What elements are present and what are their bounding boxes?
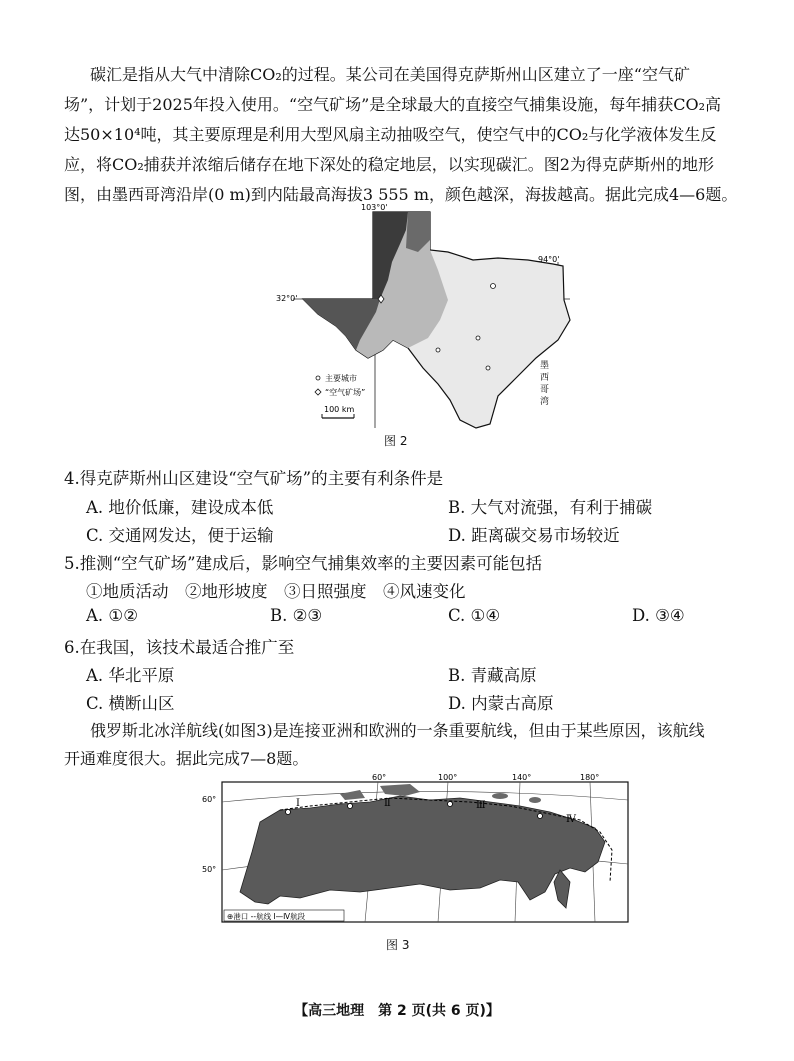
- fig3-lon-140: 140°: [512, 773, 532, 782]
- q6-option-c[interactable]: C. 横断山区: [86, 694, 175, 713]
- intro1-line4: 应，将CO₂捕获并浓缩后储存在地下深处的稳定地层，以实现碳汇。图2为得克萨斯州的地形: [64, 155, 714, 174]
- fig2-legend-city: 主要城市: [325, 374, 357, 383]
- figure-3-russia-route-map: [200, 772, 636, 932]
- q5-items: ①地质活动 ②地形坡度 ③日照强度 ④风速变化: [86, 582, 466, 601]
- fig2-legend-mine: “空气矿场”: [325, 388, 366, 397]
- q5-option-d[interactable]: D. ③④: [632, 606, 685, 625]
- intro2-line2: 开通难度很大。据此完成7—8题。: [64, 749, 309, 768]
- intro1-line5: 图，由墨西哥湾沿岸(0 m)到内陆最高海拔3 555 m，颜色越深，海拔越高。据此完成4—6题。: [64, 185, 738, 204]
- intro2-line1: 俄罗斯北冰洋航线(如图3)是连接亚洲和欧洲的一条重要航线，但由于某些原因，该航线: [90, 721, 705, 740]
- fig2-scale: 100 km: [324, 405, 355, 414]
- q4-option-c[interactable]: C. 交通网发达，便于运输: [86, 526, 274, 545]
- fig3-legend: ⊕港口 --航线 Ⅰ—Ⅳ航段: [227, 912, 306, 921]
- q4-option-d[interactable]: D. 距离碳交易市场较近: [448, 526, 620, 545]
- fig3-segment-2: Ⅱ: [384, 798, 391, 809]
- fig2-lat: 32°0': [276, 294, 298, 303]
- q6-stem: 6.在我国，该技术最适合推广至: [64, 638, 295, 657]
- q5-option-c[interactable]: C. ①④: [448, 606, 501, 625]
- fig3-segment-4: Ⅳ: [566, 814, 576, 825]
- q6-option-b[interactable]: B. 青藏高原: [448, 666, 537, 685]
- page-footer: 【高三地理 第 2 页(共 6 页)】: [294, 1003, 500, 1019]
- fig2-lon-right: 94°0': [538, 255, 560, 264]
- q4-stem: 4.得克萨斯州山区建设“空气矿场”的主要有利条件是: [64, 469, 444, 488]
- fig3-caption: 图 3: [386, 938, 410, 952]
- q5-option-a[interactable]: A. ①②: [86, 606, 138, 625]
- q5-option-b[interactable]: B. ②③: [270, 606, 323, 625]
- q6-option-d[interactable]: D. 内蒙古高原: [448, 694, 554, 713]
- fig3-lon-180: 180°: [580, 773, 600, 782]
- figure-2-texas-map: [276, 200, 580, 432]
- fig2-gulf-label: 墨西哥湾: [540, 361, 550, 407]
- fig2-lon-left: 103°0': [361, 203, 388, 212]
- q5-stem: 5.推测“空气矿场”建成后，影响空气捕集效率的主要因素可能包括: [64, 554, 543, 573]
- intro1-line2: 场”，计划于2025年投入使用。“空气矿场”是全球最大的直接空气捕集设施，每年捕获CO₂高: [64, 95, 722, 114]
- fig3-lat-50: 50°: [202, 865, 217, 874]
- q4-option-a[interactable]: A. 地价低廉，建设成本低: [86, 498, 274, 517]
- q6-option-a[interactable]: A. 华北平原: [86, 666, 175, 685]
- fig3-segment-3: Ⅲ: [476, 800, 486, 811]
- fig3-lon-60: 60°: [372, 773, 387, 782]
- fig3-lat-60: 60°: [202, 795, 217, 804]
- fig3-segment-1: Ⅰ: [296, 798, 300, 809]
- fig3-lon-100: 100°: [438, 773, 458, 782]
- intro1-line3: 达50×10⁴吨，其主要原理是利用大型风扇主动抽吸空气，使空气中的CO₂与化学液体发生反: [64, 125, 717, 144]
- intro1-line1: 碳汇是指从大气中清除CO₂的过程。某公司在美国得克萨斯州山区建立了一座“空气矿: [90, 65, 690, 84]
- fig2-caption: 图 2: [384, 434, 408, 448]
- q4-option-b[interactable]: B. 大气对流强，有利于捕碳: [448, 498, 653, 517]
